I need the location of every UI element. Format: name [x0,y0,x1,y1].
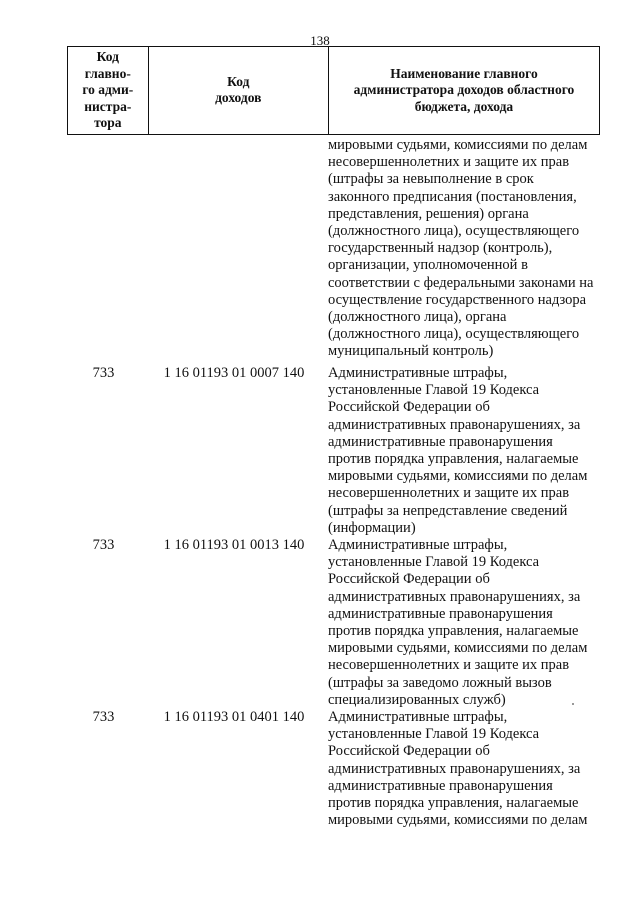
text-line: Административные штрафы, [328,709,508,725]
header-line: главно- [84,65,131,81]
header-line: нистра- [84,98,132,114]
row-admin-code: 733 [92,537,115,553]
text-line: административные правонарушения [328,433,553,450]
row-description [328,537,598,709]
text-line: против порядка управления, налагаемые [328,623,579,640]
text-line: установленные Главой 19 Кодекса [328,554,540,571]
header-name [328,47,599,135]
text-line: (информации) [328,519,416,536]
text-line: (штрафы за невыполнение в срок [328,171,534,188]
text-line: несовершеннолетних и защите их прав [328,485,570,502]
header-line: Наименование главного [390,65,538,81]
text-line: (должностного лица), органа [328,309,507,326]
header-line: бюджета, дохода [414,98,514,114]
row-income-code: 1 16 01193 01 0007 140 [163,365,305,381]
text-line: административные правонарушения [328,777,553,794]
text-line: против порядка управления, налагаемые [328,451,579,468]
row-income-code: 1 16 01193 01 0013 140 [163,537,305,553]
row-description [328,365,598,537]
header-admin-code [68,47,149,135]
row-admin-code: 733 [92,709,115,725]
text-line: организации, уполномоченной в [328,257,528,274]
header-line: Код [227,73,250,89]
continuation-text [328,137,598,361]
text-line: Административные штрафы, [328,537,508,553]
text-line: (должностного лица), осуществляющего [328,223,580,240]
text-line: мировыми судьями, комиссиями по делам [328,640,588,657]
text-line: административных правонарушениях, за [328,416,581,433]
header-line: тора [94,115,122,130]
text-line: мировыми судьями, комиссиями по делам [328,468,588,485]
text-line: соответствии с федеральными законами на [328,274,594,291]
header-line: доходов [215,90,262,106]
text-line: Российской Федерации об [328,399,490,416]
text-line: административных правонарушениях, за [328,588,581,605]
text-line: (должностного лица), осуществляющего [328,326,580,343]
text-line: (штрафы за непредставление сведений [328,502,568,519]
table-header [67,46,600,135]
text-line: административные правонарушения [328,605,553,622]
row-admin-code: 733 [92,365,115,381]
text-line: государственный надзор (контроль), [328,240,553,257]
text-line: против порядка управления, налагаемые [328,795,579,812]
scan-speck [572,703,574,705]
row-description [328,709,598,829]
header-line: го адми- [82,82,134,97]
header-line: администратора доходов областного [353,82,575,97]
row-income-code: 1 16 01193 01 0401 140 [163,709,305,725]
text-line: несовершеннолетних и защите их прав [328,657,570,674]
text-line: муниципальный контроль) [328,343,494,360]
text-line: Российской Федерации об [328,571,490,588]
text-line: мировыми судьями, комиссиями по делам [328,137,588,153]
text-line: Административные штрафы, [328,365,508,381]
text-line: законного предписания (постановления, [328,188,577,205]
text-line: административных правонарушениях, за [328,760,581,777]
page-number: 138 [310,33,330,48]
text-line: Российской Федерации об [328,743,490,760]
text-line: специализированных служб) [328,691,506,708]
text-line: представления, решения) органа [328,205,529,222]
text-line: (штрафы за заведомо ложный вызов [328,674,552,691]
header-line: Код [96,49,119,64]
text-line: осуществление государственного надзора [328,291,587,308]
text-line: несовершеннолетних и защите их прав [328,154,570,171]
text-line: установленные Главой 19 Кодекса [328,726,540,743]
header-income-code [148,47,328,135]
text-line: установленные Главой 19 Кодекса [328,382,540,399]
text-line: мировыми судьями, комиссиями по делам [328,812,588,829]
